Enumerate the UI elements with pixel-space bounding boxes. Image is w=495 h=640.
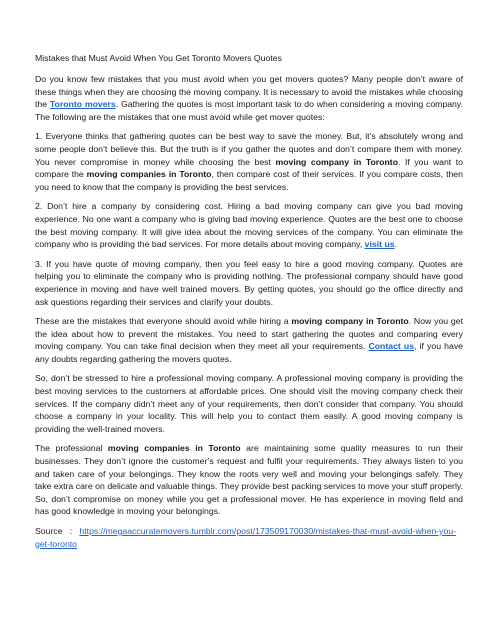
text-span: . If you want to compare the [35, 156, 463, 180]
text-span: Do you know few mistakes that you must avoid when you get movers quotes? Many people don’t aware of these things when they are choosing the moving company. It is necessary to avoid the mistakes while choosing the [35, 74, 463, 110]
document-title: Mistakes that Must Avoid When You Get Toronto Movers Quotes [35, 53, 282, 63]
source-line [35, 525, 463, 550]
bold-keyword: moving companies in Toronto [86, 169, 212, 180]
text-span: , then compare cost of their services. If you compare costs, then you need to know that the company is providing the best services. [35, 169, 463, 192]
toronto-movers-link[interactable]: Toronto movers [49, 99, 116, 110]
paragraph-mistake-1 [35, 130, 463, 193]
contact-us-link[interactable]: Contact us [368, 341, 415, 352]
document-page [35, 52, 463, 550]
text-span: 1. Everyone thinks that gathering quotes can be best way to save the money. But, it’s absolutely wrong and some people don’t believe this. But the truth is if you gather the quotes and don’t compare them with money. You never compromise in money while choosing the best [35, 131, 463, 167]
bold-keyword: moving company in Toronto [291, 316, 409, 327]
text-span: . [394, 239, 397, 250]
bold-keyword: moving company in Toronto [275, 156, 398, 167]
text-span: , if you have any doubts regarding gathering the movers quotes. [35, 341, 463, 364]
text-span: 2. Don’t hire a company by considering cost. Hiring a bad moving company can give you bad moving experience. No one want a company who is giving bad moving experience. Quotes are the best one to choose the best moving company. It will give idea about the moving services of the company. You can eliminate the company who is providing the bad services. For more details about moving company, [35, 201, 463, 250]
text-span: . Gathering the quotes is most important task to do when considering a moving company. The following are the mistakes that one must avoid while get mover quotes: [35, 99, 463, 122]
paragraph-summary [35, 315, 463, 365]
text-span: . Now you get the idea about how to prevent the mistakes. You need to start gathering the quotes and comparing every moving company. You can take final decision when they meet all your requirements. [35, 316, 463, 352]
paragraph-intro [35, 73, 463, 123]
text-span: are maintaining some quality measures to run their businesses. They don’t ignore the customer’s request and fulfil your requirements. They always listen to you and taken care of your belongings. They know the roots very well and moving your belongings safely. They take extra care on delicate and valuable things. They provide best packing services to move your stuff properly. So, don’t compromise on money while you get a professional mover. He has experience in moving field and has good knowledge in moving your belongings. [35, 443, 463, 517]
paragraph-mistake-2 [35, 200, 463, 250]
source-label: Source : [35, 526, 80, 536]
bold-keyword: moving companies in Toronto [107, 443, 241, 454]
paragraph-mistake-3: 3. If you have quote of moving company, then you feel easy to hire a good moving company. Quotes are helping you to eliminate the company who is providing nothing. The professional company should have good experience in moving and have well trained movers. By getting quotes, you should go the office directly and ask questions regarding their services and clarify your doubts. [35, 258, 463, 307]
text-span: The professional [35, 443, 108, 454]
text-span: These are the mistakes that everyone should avoid while hiring a [35, 316, 292, 327]
visit-us-link[interactable]: visit us [364, 239, 395, 250]
paragraph-advice: So, don’t be stressed to hire a professional moving company. A professional moving company is providing the best moving services to the customers at affordable prices. One should visit the moving company check their services. If the company didn’t meet any of your requirements, then don’t consider that company. You should choose a company in your locality. This will help you to contact them easily. A good moving company is providing the well-trained movers. [35, 373, 463, 434]
paragraph-professional [35, 442, 463, 518]
source-url-link[interactable]: https://megaaccuratemovers.tumblr.com/post/173509170030/mistakes-that-must-avoid-when-you-get-toronto [35, 526, 457, 549]
